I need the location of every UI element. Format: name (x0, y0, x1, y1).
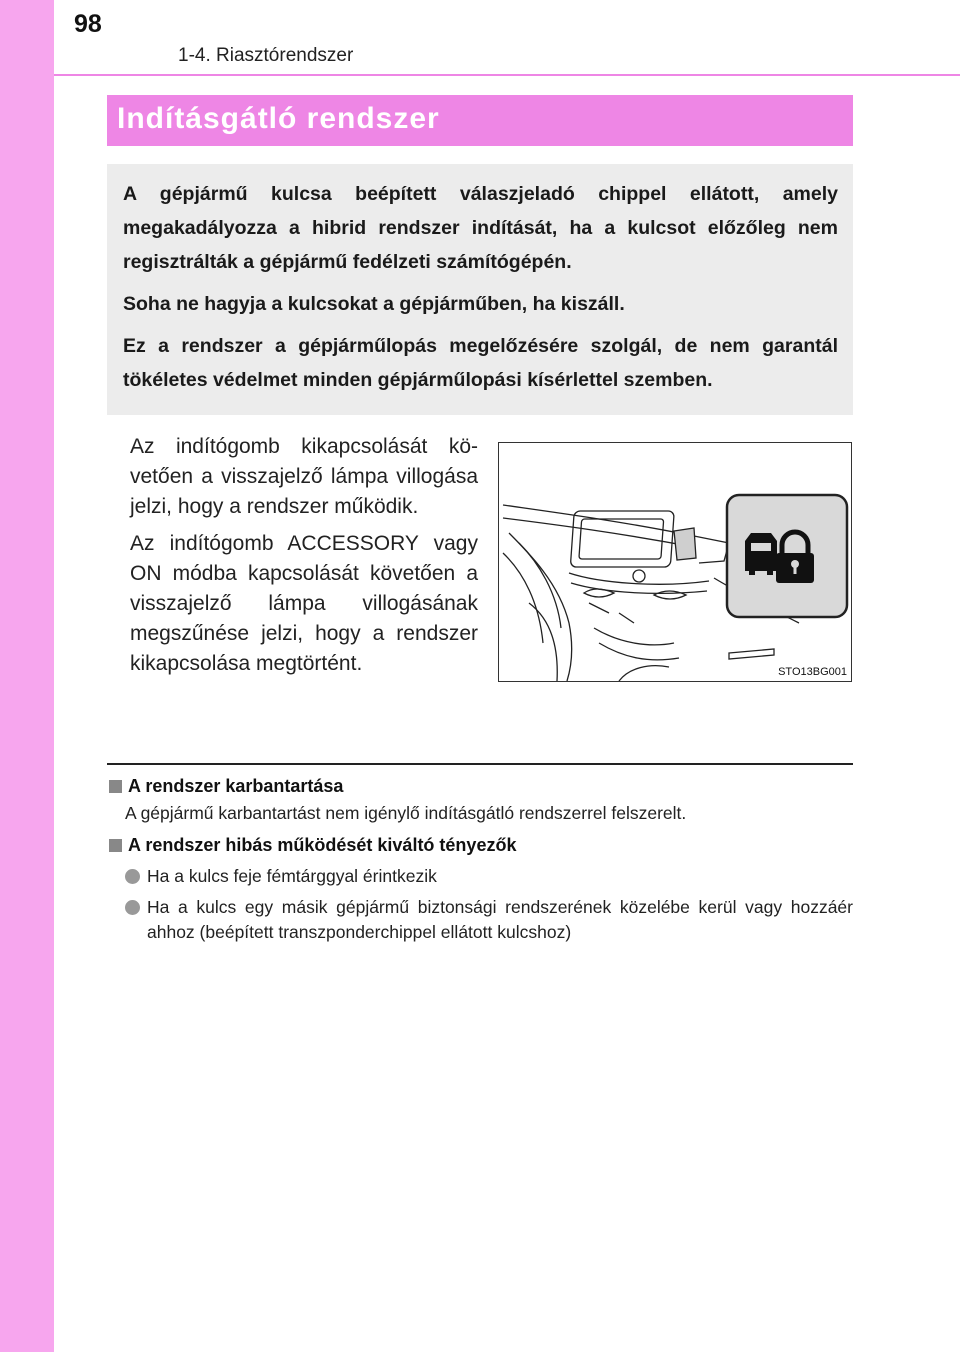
side-tab-strip (0, 0, 54, 1352)
figure-code: STO13BG001 (778, 666, 847, 678)
round-bullet-icon (125, 869, 140, 884)
body-paragraph: Az indítógomb ACCESSORY vagy ON módba kapcsolását követően a visszajelző lámpa villogásának megszűnése jelzi, hogy a rendszer kikapcsolása megtörtént. (130, 532, 478, 675)
body-paragraph: Az indítógomb kikapcsolását követően a visszajelző lámpa villogása jelzi, hogy a rendszer működik. (130, 435, 478, 518)
note-heading (107, 832, 853, 858)
list-item-text: Ha a kulcs feje fémtárggyal érintkezik (147, 866, 437, 886)
section-divider (107, 763, 853, 765)
dashboard-illustration (498, 442, 852, 682)
summary-paragraph: Ez a rendszer a gépjárműlopás megelőzésére szolgál, de nem garantál tökéletes védelmet minden gépjárműlopási kísérlettel szemben. (123, 335, 838, 391)
section-label: 1-4. Riasztórendszer (178, 45, 354, 66)
summary-paragraph: A gépjármű kulcsa beépített válaszjeladó chippel ellátott, amely megakadályozza a hibrid rendszer indítását, ha a kulcsot előzőleg nem regisztrálták a gépjármű fedélzeti számítógépén. (123, 183, 838, 273)
list-item-text: Ha a kulcs egy másik gépjármű biztonsági rendszerének közelébe kerül vagy hozzáér ahhoz (beépített transzponderchippel ellátott kulcshoz) (147, 897, 853, 942)
list-item (125, 864, 853, 889)
list-item (125, 895, 853, 945)
title-band (107, 95, 853, 146)
header-rule (54, 74, 960, 76)
summary-paragraph: Soha ne hagyja a kulcsokat a gépjárműben, ha kiszáll. (123, 293, 625, 315)
maintenance-text: A gépjármű karbantartást nem igénylő indításgátló rendszerrel felszerelt. (125, 803, 687, 823)
dashboard-drawing (499, 443, 852, 682)
summary-box (107, 164, 853, 415)
malfunction-heading: A rendszer hibás működését kiváltó tényezők (128, 835, 517, 855)
note-heading (107, 773, 853, 799)
page-number: 98 (74, 10, 102, 38)
body-text (130, 432, 478, 686)
round-bullet-icon (125, 900, 140, 915)
square-bullet-icon (109, 780, 122, 793)
notes-section (107, 773, 853, 949)
maintenance-heading: A rendszer karbantartása (128, 776, 344, 796)
page-title: Indításgátló rendszer (117, 102, 440, 135)
square-bullet-icon (109, 839, 122, 852)
